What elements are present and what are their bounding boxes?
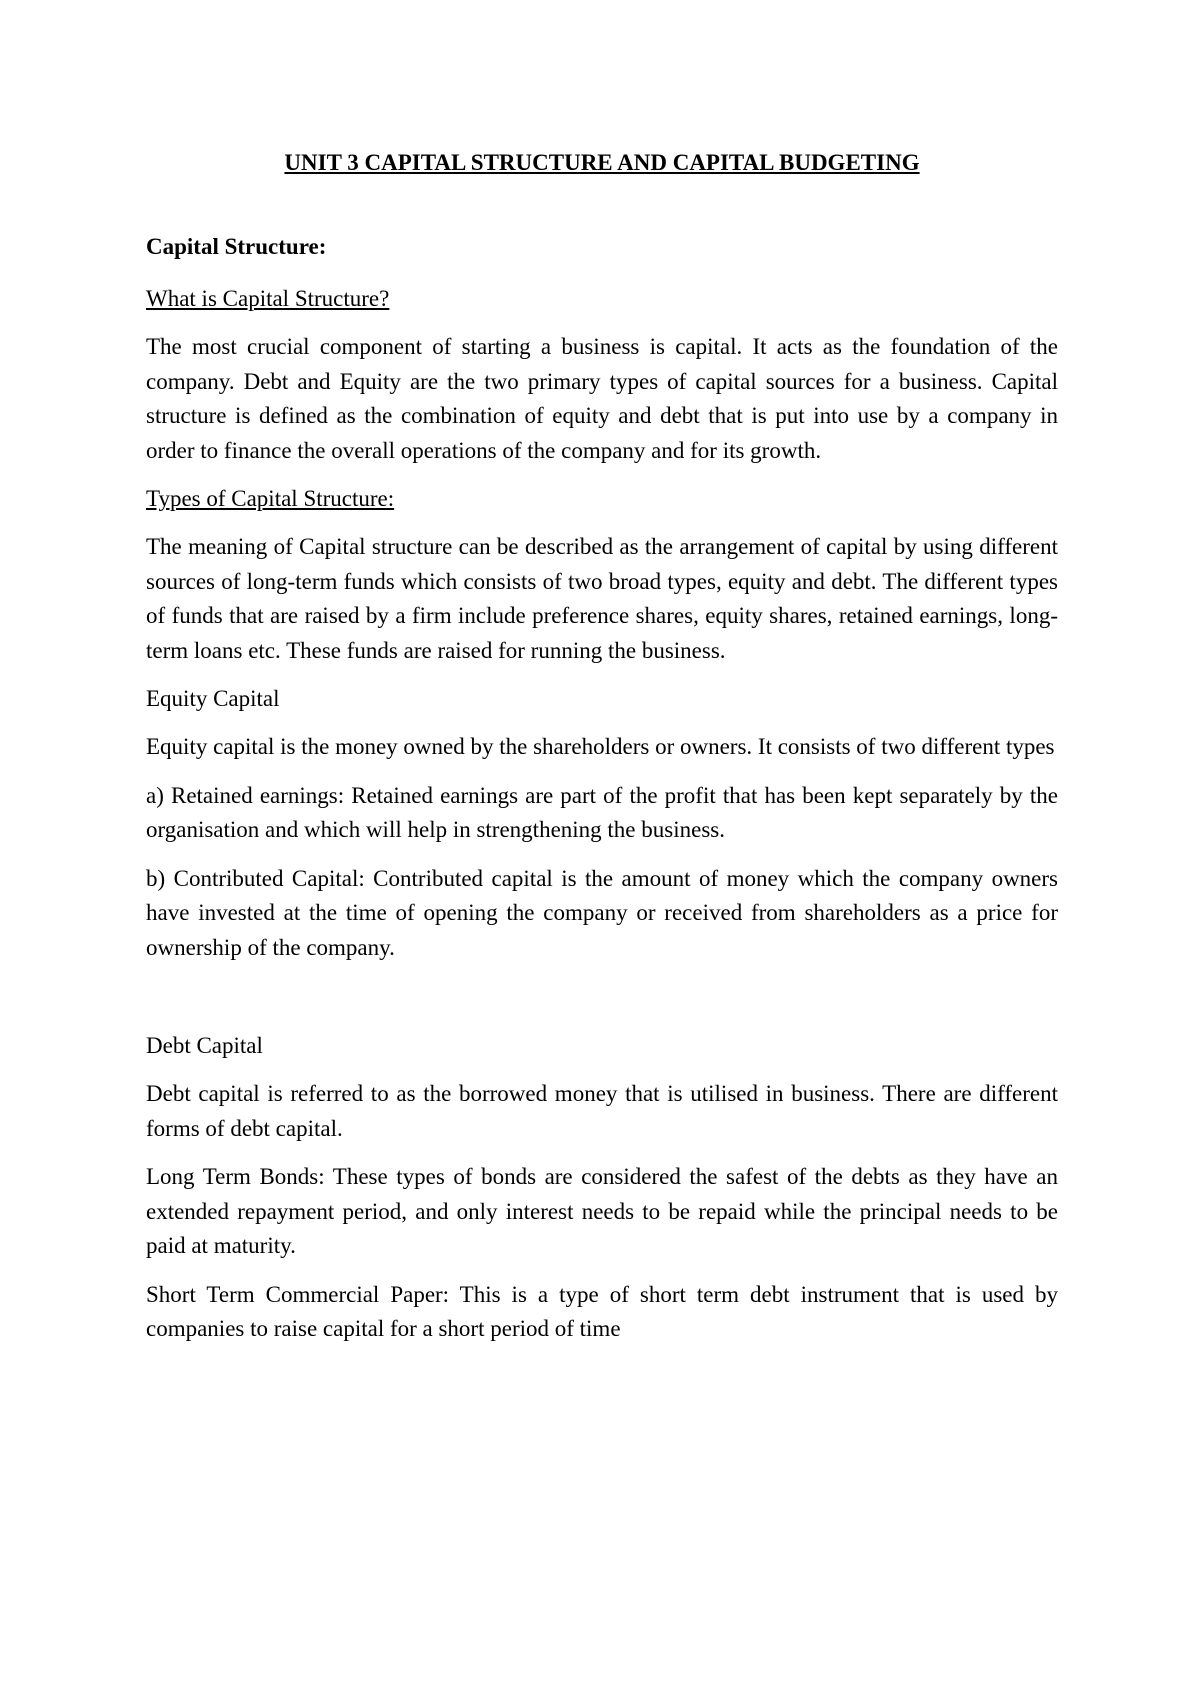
paragraph-equity-capital: Equity capital is the money owned by the shareholders or owners. It consists of two different types (146, 734, 1055, 759)
blank-line (146, 979, 1058, 1029)
paragraph-contributed-capital: b) Contributed Capital: Contributed capital is the amount of money which the company owners have invested at the time of opening the company or received from shareholders as a price for ownership of the company. (146, 865, 1058, 960)
paragraph-types-of-capital-structure: The meaning of Capital structure can be described as the arrangement of capital by using different sources of long-term funds which consists of two broad types, equity and debt. The different types of funds that are raised by a firm include preference shares, equity shares, retained earnings, long-term loans etc. These funds are raised for running the business. (146, 534, 1058, 663)
section-heading-capital-structure: Capital Structure: (146, 234, 327, 259)
document-title: UNIT 3 CAPITAL STRUCTURE AND CAPITAL BUDGETING (284, 150, 920, 175)
heading-what-is-capital-structure: What is Capital Structure? (146, 286, 390, 311)
heading-equity-capital: Equity Capital (146, 686, 280, 711)
heading-types-of-capital-structure: Types of Capital Structure: (146, 486, 395, 511)
paragraph-long-term-bonds: Long Term Bonds: These types of bonds are considered the safest of the debts as they have an extended repayment period, and only interest needs to be repaid while the principal needs to be paid at maturity. (146, 1164, 1058, 1258)
paragraph-retained-earnings: a) Retained earnings: Retained earnings are part of the profit that has been kept separately by the organisation and which will help in strengthening the business. (146, 782, 1058, 842)
document-content (146, 146, 1058, 1361)
paragraph-what-is-capital-structure: The most crucial component of starting a business is capital. It acts as the foundation of the company. Debt and Equity are the two primary types of capital sources for a business. Capital structure is defined as the combination of equity and debt that is put into use by a company in order to finance the overall operations of the company and for its growth. (146, 334, 1058, 463)
paragraph-debt-capital: Debt capital is referred to as the borrowed money that is utilised in business. There are different forms of debt capital. (146, 1081, 1058, 1141)
paragraph-short-term-commercial-paper: Short Term Commercial Paper: This is a type of short term debt instrument that is used by companies to raise capital for a short period of time (146, 1281, 1058, 1341)
heading-debt-capital: Debt Capital (146, 1033, 263, 1058)
